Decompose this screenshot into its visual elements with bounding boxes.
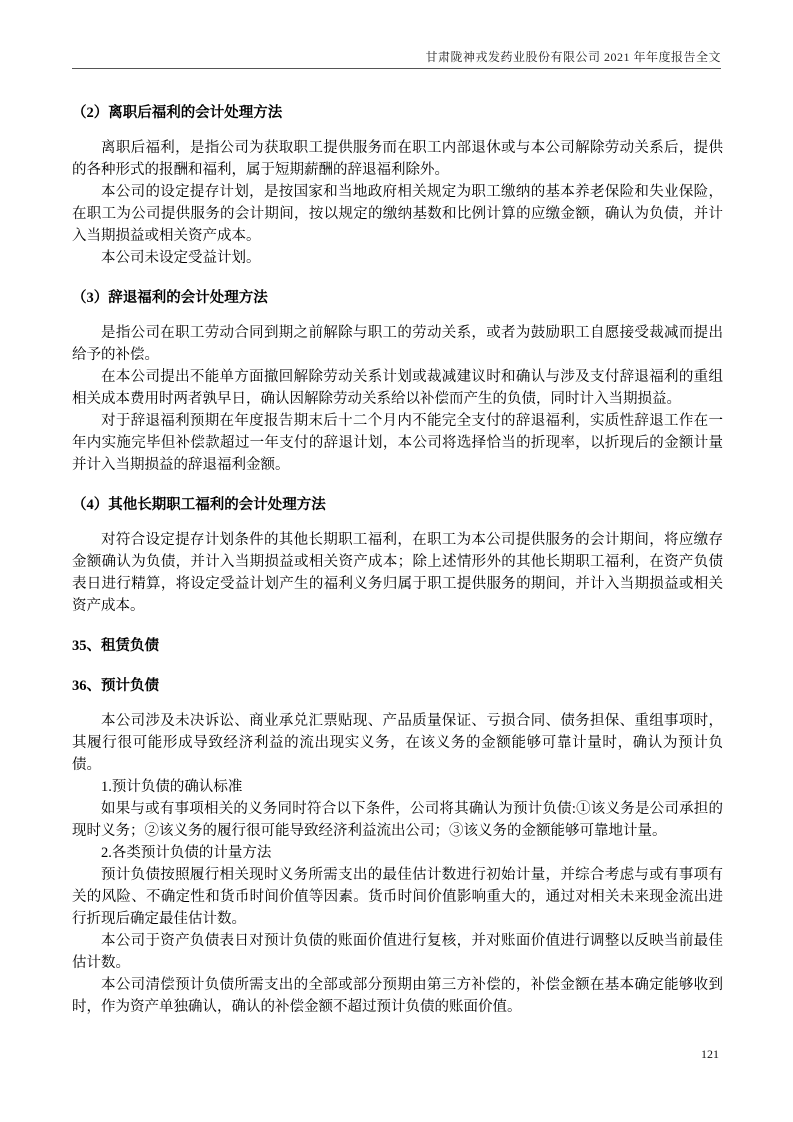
section-heading: （3）辞退福利的会计处理方法 [72,290,268,306]
paragraph: 本公司于资产负债表日对预计负债的账面价值进行复核，并对账面价值进行调整以反映当前最佳估计数。 [72,933,723,971]
paragraph: 本公司的设定提存计划，是按国家和当地政府相关规定为职工缴纳的基本养老保险和失业保险，在职工为公司提供服务的会计期间，按以规定的缴纳基数和比例计算的应缴金额，确认为负债，并计入当期损益或相关资产成本。 [72,184,723,244]
section-heading: （4）其他长期职工福利的会计处理方法 [72,497,326,513]
paragraph: 在本公司提出不能单方面撤回解除劳动关系计划或裁减建议时和确认与涉及支付辞退福利的重组相关成本费用时两者孰早日，确认因解除劳动关系给以补偿而产生的负债，同时计入当期损益。 [72,369,723,407]
paragraph: 本公司未设定受益计划。 [101,250,261,266]
paragraph: 1.预计负债的确认标准 [101,779,243,795]
paragraph: 如果与或有事项相关的义务同时符合以下条件，公司将其确认为预计负债:①该义务是公司承担的现时义务；②该义务的履行很可能导致经济利益流出公司；③该义务的金额能够可靠地计量。 [72,801,723,839]
page-header-title: 甘肃陇神戎发药业股份有限公司 2021 年年度报告全文 [425,50,721,64]
section-heading: 36、预计负债 [72,678,159,694]
paragraph: 预计负债按照履行相关现时义务所需支出的最佳估计数进行初始计量，并综合考虑与或有事项有关的风险、不确定性和货币时间价值等因素。货币时间价值影响重大的，通过对相关未来现金流出进行折现后确定最佳估计数。 [72,867,723,927]
paragraph: 本公司涉及未决诉讼、商业承兑汇票贴现、产品质量保证、亏损合同、债务担保、重组事项时，其履行很可能形成导致经济利益的流出现实义务，在该义务的金额能够可靠计量时，确认为预计负债。 [72,713,723,773]
paragraph: 对于辞退福利预期在年度报告期末后十二个月内不能完全支付的辞退福利，实质性辞退工作在一年内实施完毕但补偿款超过一年支付的辞退计划，本公司将选择恰当的折现率，以折现后的金额计量并计入当期损益的辞退福利金额。 [72,413,723,473]
paragraph: 离职后福利，是指公司为获取职工提供服务而在职工内部退休或与本公司解除劳动关系后，提供的各种形式的报酬和福利，属于短期薪酬的辞退福利除外。 [72,140,723,178]
paragraph: 本公司清偿预计负债所需支出的全部或部分预期由第三方补偿的，补偿金额在基本确定能够收到时，作为资产单独确认，确认的补偿金额不超过预计负债的账面价值。 [72,977,723,1015]
paragraph: 是指公司在职工劳动合同到期之前解除与职工的劳动关系，或者为鼓励职工自愿接受裁减而提出给予的补偿。 [72,325,723,363]
header-divider [72,68,721,69]
paragraph: 2.各类预计负债的计量方法 [101,845,272,861]
paragraph: 对符合设定提存计划条件的其他长期职工福利，在职工为本公司提供服务的会计期间，将应缴存金额确认为负债，并计入当期损益或相关资产成本；除上述情形外的其他长期职工福利，在资产负债表日进行精算，将设定受益计划产生的福利义务归属于职工提供服务的期间，并计入当期损益或相关资产成本。 [72,532,723,614]
document-body [72,84,723,1018]
section-heading: （2）离职后福利的会计处理方法 [72,105,283,121]
section-heading: 35、租赁负债 [72,638,159,654]
page-number: 121 [701,1047,719,1061]
